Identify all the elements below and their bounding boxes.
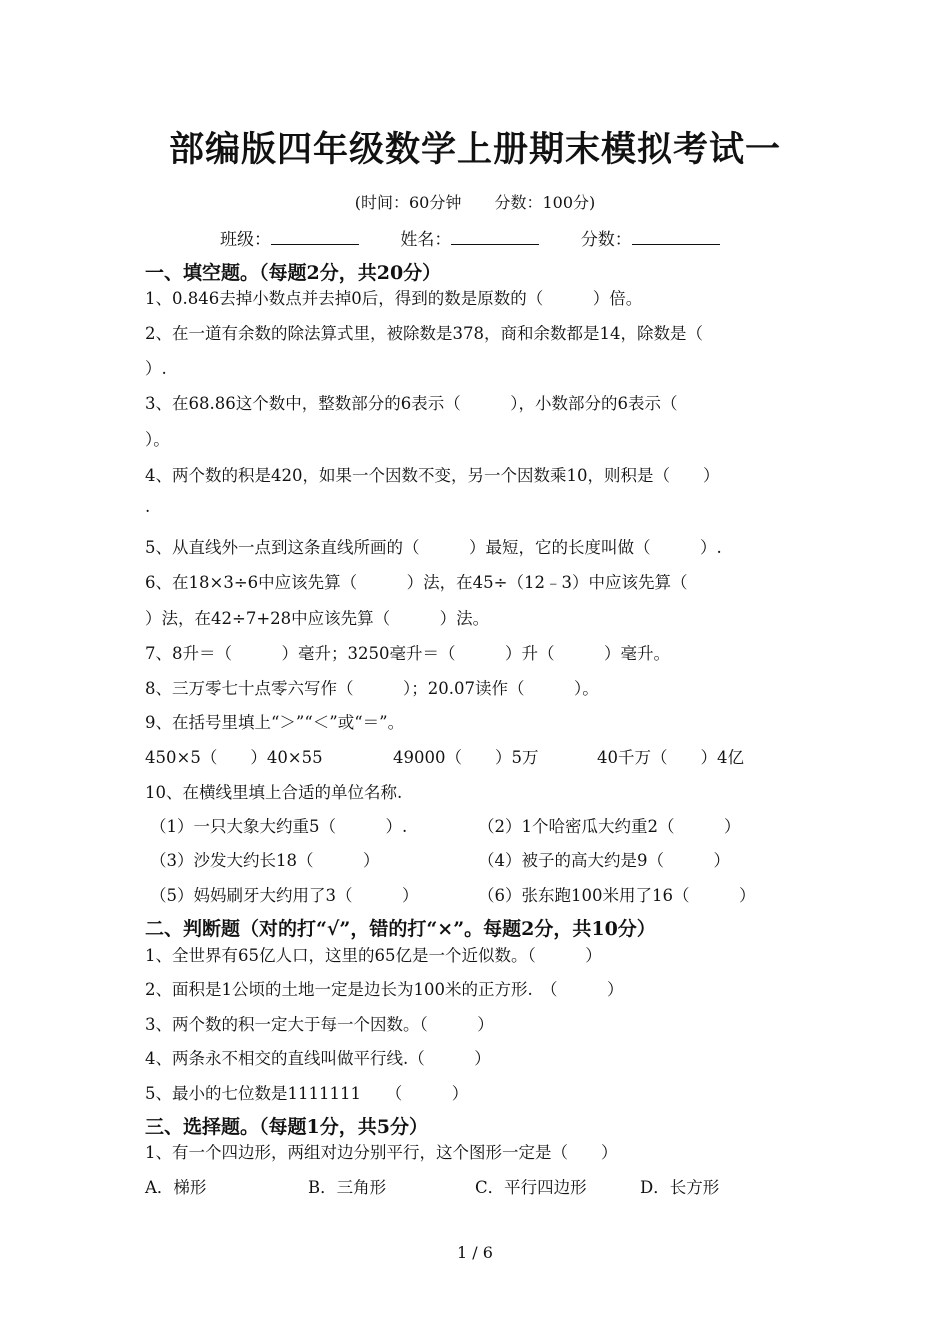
question-line: ）法，在42÷7+28中应该先算（ ）法。 bbox=[145, 609, 490, 628]
unit-item: （6）张东跑100米用了16（ ） bbox=[478, 886, 756, 905]
class-blank[interactable] bbox=[271, 228, 359, 245]
class-field bbox=[220, 225, 359, 250]
name-field bbox=[400, 225, 539, 250]
compare-item: 40千万（ ）4亿 bbox=[597, 748, 744, 767]
judge-line: 5、最小的七位数是1111111 （ ） bbox=[145, 1084, 469, 1103]
unit-item: （2）1个哈密瓜大约重2（ ） bbox=[478, 817, 741, 836]
score-info: 分数：100分) bbox=[494, 193, 596, 212]
page-title: 部编版四年级数学上册期末模拟考试一 bbox=[168, 129, 781, 170]
compare-item: 49000（ ）5万 bbox=[393, 748, 539, 767]
time-info: (时间：60分钟 bbox=[354, 193, 462, 212]
question-line: 2、在一道有余数的除法算式里，被除数是378，商和余数都是14，除数是（ bbox=[145, 324, 703, 343]
unit-item: （4）被子的高大约是9（ ） bbox=[478, 851, 730, 870]
judge-line: 3、两个数的积一定大于每一个因数。（ ） bbox=[145, 1015, 494, 1034]
unit-item: （5）妈妈刷牙大约用了3（ ） bbox=[150, 886, 419, 905]
question-line: . bbox=[145, 497, 151, 516]
option-a: A．梯形 bbox=[145, 1178, 207, 1197]
section3-heading: 三、选择题。（每题1分，共5分） bbox=[145, 1116, 428, 1138]
judge-line: 4、两条永不相交的直线叫做平行线.（ ） bbox=[145, 1049, 491, 1068]
option-d: D．长方形 bbox=[640, 1178, 720, 1197]
choice-question: 1、有一个四边形，两组对边分别平行，这个图形一定是（ ） bbox=[145, 1143, 618, 1162]
question-line: 9、在括号里填上“＞”“＜”或“＝”。 bbox=[145, 713, 405, 732]
option-c: C．平行四边形 bbox=[475, 1178, 587, 1197]
section2-heading: 二、判断题（对的打“√”，错的打“×”。每题2分，共10分） bbox=[145, 918, 656, 940]
class-label: 班级： bbox=[220, 230, 271, 250]
question-line: 4、两个数的积是420，如果一个因数不变，另一个因数乘10，则积是（ ） bbox=[145, 466, 720, 485]
page-number: 1 / 6 bbox=[457, 1243, 493, 1262]
compare-item: 450×5（ ）40×55 bbox=[145, 748, 323, 767]
exam-info bbox=[0, 190, 950, 213]
unit-item: （1）一只大象大约重5（ ）. bbox=[150, 817, 408, 836]
name-blank[interactable] bbox=[451, 228, 539, 245]
score-field bbox=[581, 225, 720, 250]
student-fields bbox=[220, 225, 756, 250]
score-label: 分数： bbox=[580, 230, 632, 250]
question-line: 10、在横线里填上合适的单位名称. bbox=[145, 783, 403, 802]
unit-item: （3）沙发大约长18（ ） bbox=[150, 851, 380, 870]
question-line: 6、在18×3÷6中应该先算（ ）法，在45÷（12﹣3）中应该先算（ bbox=[145, 573, 688, 592]
question-line: 1、0.846去掉小数点并去掉0后，得到的数是原数的（ ）倍。 bbox=[145, 289, 643, 308]
judge-line: 2、面积是1公顷的土地一定是边长为100米的正方形. （ ） bbox=[145, 980, 624, 999]
question-line: 7、8升＝（ ）毫升；3250毫升＝（ ）升（ ）毫升。 bbox=[145, 644, 670, 663]
score-blank[interactable] bbox=[632, 228, 720, 245]
question-line: 8、三万零七十点零六写作（ ）；20.07读作（ ）。 bbox=[145, 679, 599, 698]
question-line: ）。 bbox=[145, 430, 170, 449]
option-b: B．三角形 bbox=[308, 1178, 387, 1197]
question-line: 3、在68.86这个数中，整数部分的6表示（ ），小数部分的6表示（ bbox=[145, 394, 678, 413]
question-line: ）. bbox=[145, 359, 167, 378]
name-label: 姓名： bbox=[400, 230, 452, 250]
question-line: 5、从直线外一点到这条直线所画的（ ）最短，它的长度叫做（ ）. bbox=[145, 538, 722, 557]
judge-line: 1、全世界有65亿人口，这里的65亿是一个近似数。（ ） bbox=[145, 946, 602, 965]
section1-heading: 一、填空题。（每题2分，共20分） bbox=[145, 262, 442, 284]
